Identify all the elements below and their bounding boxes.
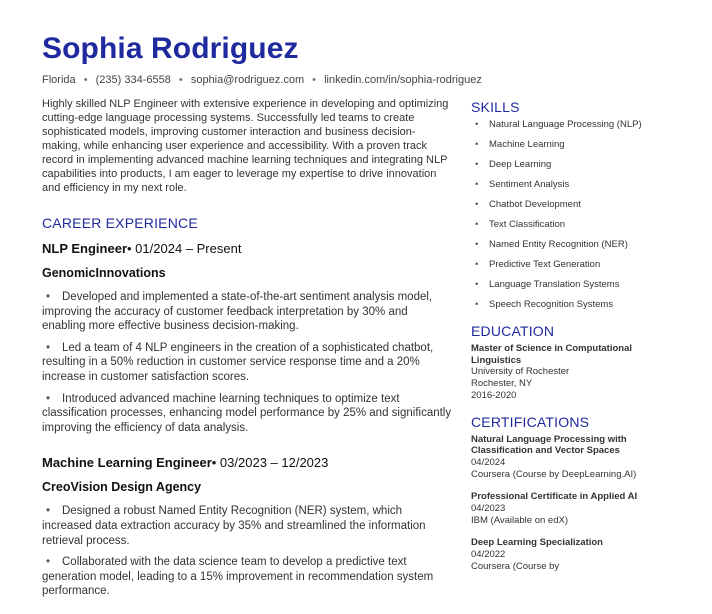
- summary: Highly skilled NLP Engineer with extensive experience in developing and optimizing cutting-edge language processing systems. Successfully led teams to create sophisticated models, improving customer interaction and business decision-making, while enhancing user experience and accessibility. With a proven track record in implementing advanced machine learning techniques and integrating NLP capabilities into products, I am eager to leverage my expertise to drive innovation and efficiency in my next role.: [42, 98, 449, 194]
- skill-text: Language Translation Systems: [489, 279, 620, 290]
- bullet-text: Led a team of 4 NLP engineers in the creation of a sophisticated chatbot, resulting in a 50% reduction in customer service response time and a 20% increase in customer satisfaction scores.: [42, 341, 434, 383]
- job-bullets: [42, 504, 454, 599]
- bullet-item: [42, 392, 454, 436]
- job-header: [42, 455, 454, 470]
- skill-text: Deep Learning: [489, 159, 552, 170]
- certification-issuer: Coursera (Course by: [471, 560, 560, 572]
- skill-text: Named Entity Recognition (NER): [489, 239, 628, 250]
- certification-entry: [471, 537, 671, 572]
- skill-text: Sentiment Analysis: [489, 179, 570, 190]
- skills-heading: SKILLS: [471, 99, 520, 115]
- bullet-dot: •: [46, 341, 51, 354]
- contact-separator: •: [178, 74, 183, 86]
- bullet-dot: •: [46, 291, 51, 303]
- skill-item: [471, 139, 671, 151]
- certification-name: Professional Certificate in Applied AI: [471, 491, 638, 503]
- job-bullets: [42, 290, 454, 435]
- skill-item: [471, 259, 671, 271]
- bullet-dot: •: [475, 279, 479, 290]
- certification-name: Deep Learning Specialization: [471, 537, 603, 549]
- certification-date: 04/2023: [471, 503, 506, 515]
- school: University of Rochester: [471, 366, 570, 378]
- bullet-dot: •: [46, 505, 51, 518]
- bullet-dot: •: [475, 219, 479, 230]
- certification-name: Natural Language Processing with Classification and Vector Spaces: [471, 433, 627, 457]
- skill-item: [471, 199, 671, 211]
- job-entry: [42, 241, 454, 435]
- bullet-item: [42, 555, 454, 599]
- certification-entry: [471, 434, 671, 481]
- school-location: Rochester, NY: [471, 378, 533, 390]
- bullet-text: Collaborated with the data science team to develop a predictive text generation model, leading to a 15% improvement in recommendation system performance.: [42, 556, 434, 598]
- skill-item: [471, 159, 671, 171]
- company-name: CreoVision Design Agency: [42, 480, 202, 495]
- skill-text: Natural Language Processing (NLP): [489, 119, 642, 130]
- skills-list: [471, 119, 671, 311]
- candidate-name: Sophia Rodriguez: [42, 32, 299, 65]
- certification-issuer: IBM (Available on edX): [471, 514, 568, 526]
- bullet-dot: •: [475, 159, 479, 170]
- job-dates: • 01/2024 – Present: [127, 241, 242, 256]
- skill-text: Chatbot Development: [489, 199, 581, 210]
- experience-heading: CAREER EXPERIENCE: [42, 215, 198, 231]
- skill-text: Predictive Text Generation: [489, 259, 601, 270]
- contact-linkedin: linkedin.com/in/sophia-rodriguez: [324, 74, 482, 86]
- skill-text: Speech Recognition Systems: [489, 299, 614, 310]
- bullet-text: Designed a robust Named Entity Recognition (NER) system, which increased data extraction accuracy by 35% and streamlined the information retrieval process.: [42, 505, 426, 547]
- skill-item: [471, 179, 671, 191]
- education-years: 2016-2020: [471, 389, 517, 401]
- bullet-dot: •: [475, 259, 479, 270]
- skill-item: [471, 299, 671, 311]
- main-column: [42, 97, 454, 614]
- bullet-item: [42, 290, 454, 334]
- bullet-text: Introduced advanced machine learning techniques to optimize text classification processes, enhancing model performance by 25% and significantly improving the efficiency of data analysis.: [42, 392, 452, 434]
- skill-item: [471, 219, 671, 231]
- bullet-dot: •: [475, 179, 479, 190]
- bullet-dot: •: [46, 392, 51, 405]
- bullet-dot: •: [46, 556, 51, 569]
- bullet-dot: •: [475, 139, 479, 150]
- education-heading: EDUCATION: [471, 323, 555, 339]
- bullet-item: [42, 504, 454, 548]
- skill-item: [471, 279, 671, 291]
- sidebar-column: [471, 99, 671, 584]
- skill-text: Text Classification: [489, 219, 566, 230]
- skill-item: [471, 239, 671, 251]
- certification-entry: [471, 491, 671, 526]
- education-entry: [471, 343, 671, 402]
- bullet-dot: •: [475, 199, 479, 210]
- bullet-dot: •: [475, 119, 479, 130]
- bullet-dot: •: [475, 299, 479, 310]
- certification-date: 04/2022: [471, 549, 506, 561]
- bullet-text: Developed and implemented a state-of-the-art sentiment analysis model, improving the accuracy of customer feedback interpretation by 30% and enabling more effective business decision-making.: [42, 291, 433, 333]
- certification-issuer: Coursera (Course by DeepLearning.AI): [471, 468, 637, 480]
- skill-text: Machine Learning: [489, 139, 565, 150]
- certification-date: 04/2024: [471, 456, 506, 468]
- contact-email: sophia@rodriguez.com: [190, 74, 305, 86]
- skill-item: [471, 119, 671, 131]
- company-name: GenomicInnovations: [42, 266, 166, 280]
- bullet-item: [42, 341, 454, 385]
- certifications-heading: CERTIFICATIONS: [471, 413, 590, 430]
- job-dates: • 03/2023 – 12/2023: [211, 455, 329, 471]
- contact-line: [42, 74, 482, 86]
- contact-phone: (235) 334-6558: [95, 74, 171, 86]
- job-entry: [42, 455, 454, 599]
- job-header: [42, 241, 454, 256]
- contact-location: Florida: [42, 74, 76, 86]
- job-title: Machine Learning Engineer: [42, 455, 212, 471]
- contact-separator: •: [83, 74, 88, 86]
- degree: Master of Science in Computational Linguistics: [471, 343, 632, 366]
- contact-separator: •: [312, 74, 317, 86]
- job-title: NLP Engineer: [42, 241, 128, 256]
- bullet-dot: •: [475, 239, 479, 250]
